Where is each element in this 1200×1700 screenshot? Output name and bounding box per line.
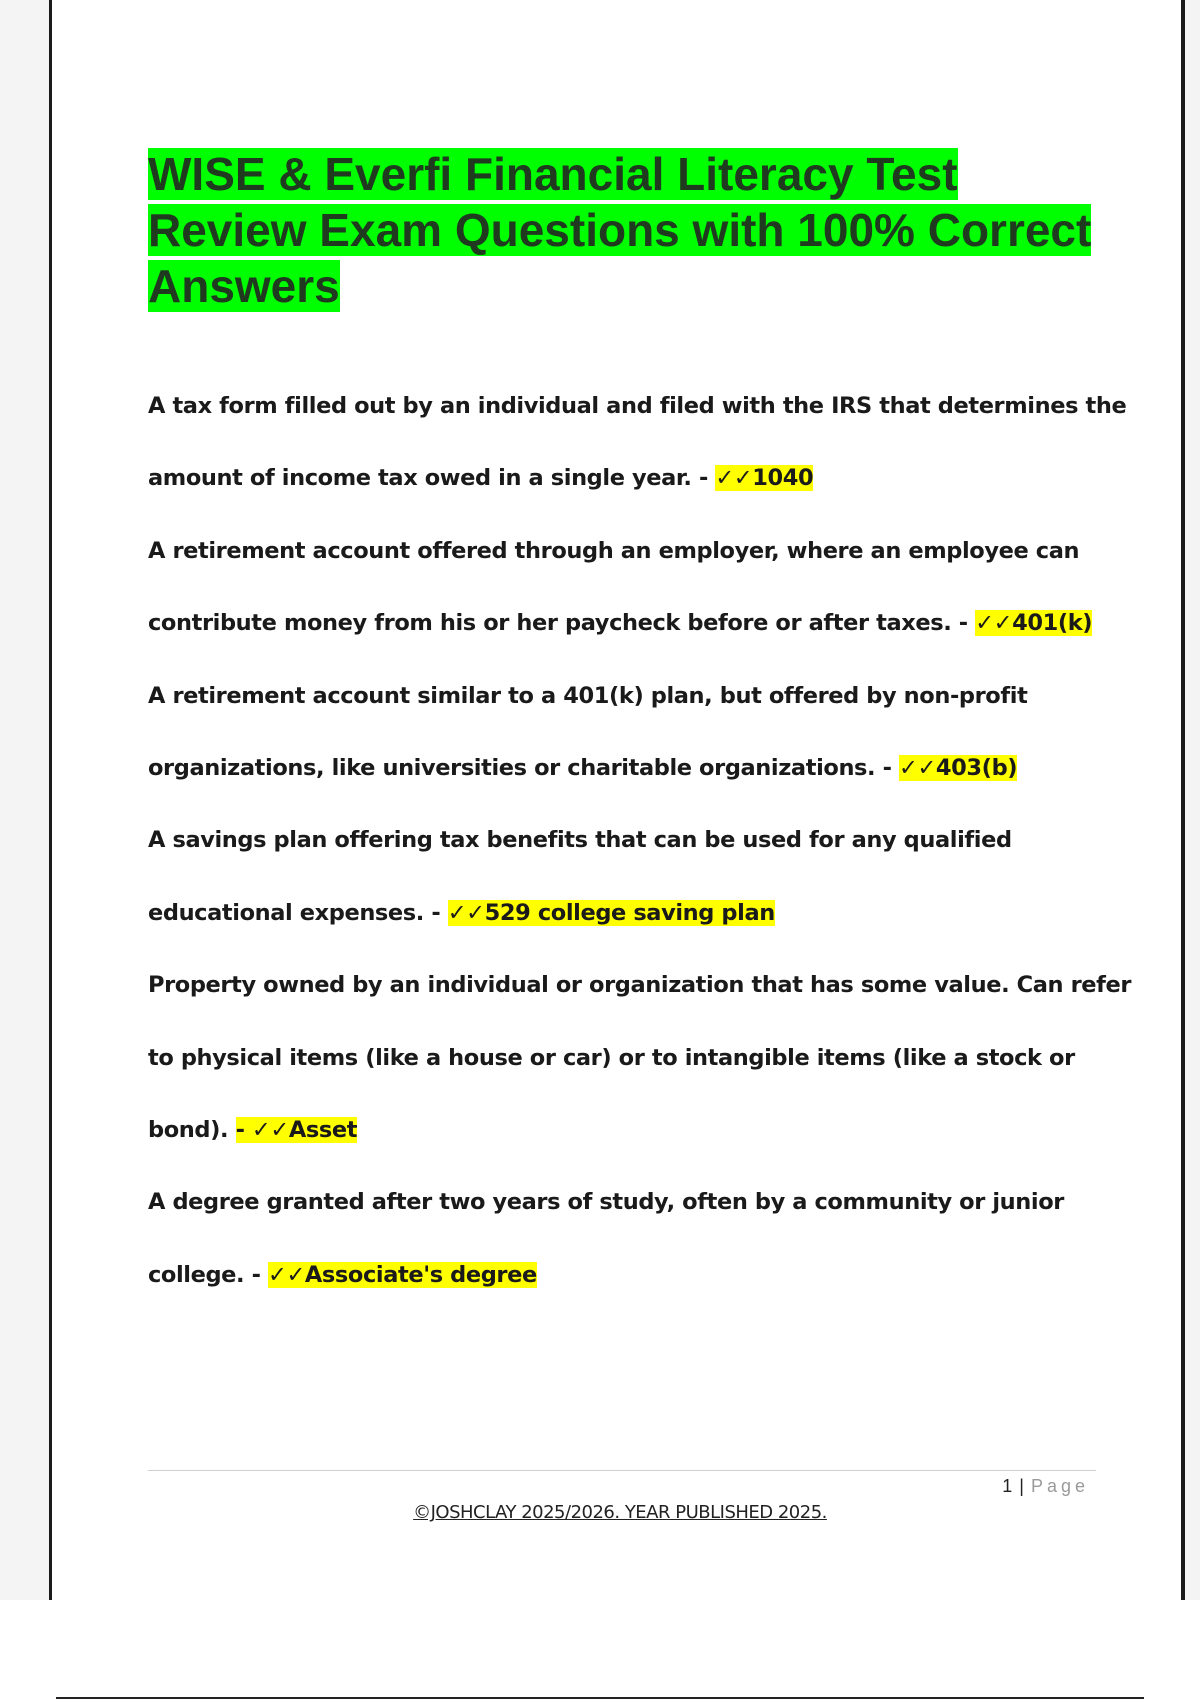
document-title (148, 146, 1096, 314)
qa-item (148, 515, 1138, 660)
qa-item (148, 660, 1138, 805)
answer-highlight: - ✓✓Asset (235, 1117, 358, 1144)
answer-highlight: ✓✓401(k) (975, 610, 1093, 637)
page-number-separator: | (1019, 1476, 1025, 1496)
page-number-value: 1 (1002, 1476, 1014, 1496)
qa-list (148, 370, 1138, 1311)
document-page (49, 0, 1185, 1600)
question-text: A tax form filled out by an individual and filed with the IRS that determines the amount of income tax owed in a single year. - (148, 393, 1127, 492)
qa-item (148, 949, 1138, 1166)
question-text: A savings plan offering tax benefits that can be used for any qualified educational expenses. - (148, 827, 1012, 926)
bottom-divider (56, 1697, 1144, 1699)
qa-item (148, 804, 1138, 949)
answer-highlight: ✓✓529 college saving plan (447, 899, 775, 926)
question-text: A degree granted after two years of study, often by a community or junior college. - (148, 1189, 1064, 1288)
title-highlight: WISE & Everfi Financial Literacy Test Review Exam Questions with 100% Correct Answers (148, 148, 1092, 312)
question-text: A retirement account similar to a 401(k) plan, but offered by non-profit organizations, like universities or charitable organizations. - (148, 682, 1028, 782)
answer-highlight: ✓✓1040 (715, 465, 814, 492)
footer-divider (148, 1470, 1096, 1471)
question-text: Property owned by an individual or organization that has some value. Can refer to physical items (like a house or car) or to intangible items (like a stock or bond). (148, 972, 1132, 1144)
answer-highlight: ✓✓403(b) (899, 755, 1018, 782)
answer-highlight: ✓✓Associate's degree (268, 1261, 537, 1288)
copyright-notice: ©JOSHCLAY 2025/2026. YEAR PUBLISHED 2025. (413, 1502, 827, 1523)
page-number (1002, 1476, 1089, 1497)
page-label: Page (1030, 1476, 1089, 1496)
qa-item (148, 370, 1138, 515)
title-block (148, 146, 1096, 314)
qa-item (148, 1166, 1138, 1311)
question-text: A retirement account offered through an employer, where an employee can contribute money from his or her paycheck before or after taxes. - (148, 537, 1080, 637)
